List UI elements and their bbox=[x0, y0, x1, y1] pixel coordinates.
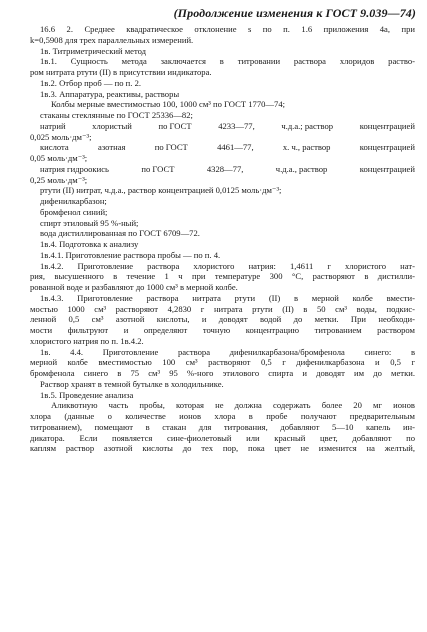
text-line: 1в.1. Сущность метода заключается в титровании раствора хлоридов раство- bbox=[40, 56, 415, 67]
text-line: ртути (II) нитрат, ч.д.а., раствор концентрацией 0,0125 моль·дм⁻³; bbox=[40, 185, 282, 196]
text-word: концентрацией bbox=[359, 142, 415, 153]
text-line: дифенилкарбазон; bbox=[40, 196, 107, 206]
text-line: 1в.4.2. Приготовление раствора хлористого натрия: 1,4611 г хлористого нат- bbox=[40, 260, 415, 271]
document-body bbox=[30, 24, 415, 454]
text-word: азотная bbox=[98, 142, 126, 153]
text-line: 1в. Титриметрический метод bbox=[40, 45, 147, 56]
text-line: титрованием), помещают в стакан для титрования, добавляют 5—10 капель ин- bbox=[30, 421, 415, 432]
text-word: концентрацией bbox=[359, 120, 415, 131]
text-word: натрия гидроокись bbox=[40, 163, 109, 174]
text-line bbox=[30, 142, 415, 153]
text-line: спирт этиловый 95 %-ный; bbox=[40, 217, 139, 228]
text-line: Колбы мерные вместимостью 100, 1000 см³ по ГОСТ 1770—74; bbox=[51, 99, 286, 110]
text-line: 0,05 моль·дм⁻³; bbox=[30, 153, 88, 163]
text-word: 4461—77, bbox=[217, 142, 254, 153]
text-line: k=0,5908 для трех параллельных измерений. bbox=[30, 34, 194, 45]
text-line: вода дистиллированная по ГОСТ 6709—72. bbox=[40, 228, 200, 239]
text-line: мостью 1000 см³ растворяют 4,2830 г нитрата ртути (II) в 50 см³ воды, подкис- bbox=[30, 303, 415, 314]
text-line: Аликвотную часть пробы, которая не должна содержать более 20 мг ионов bbox=[51, 400, 415, 411]
text-line: бромфенол синий; bbox=[40, 206, 108, 217]
text-line: ром нитрата ртути (II) в присутствии индикатора. bbox=[30, 67, 212, 77]
text-word: 4328—77, bbox=[206, 163, 244, 174]
text-line: 1в.4. Подготовка к анализу bbox=[40, 239, 139, 249]
text-line: Раствор хранят в темной бутылке в холодильнике. bbox=[40, 378, 224, 389]
text-line: 1в.2. Отбор проб — по п. 2. bbox=[40, 77, 142, 88]
text-line: мерной колбе вместимостью 100 см³ растворяют 0,5 г дифенилкарбазона и 0,5 г bbox=[30, 357, 415, 368]
page-header: (Продолжение изменения к ГОСТ 9.039—74) bbox=[173, 6, 416, 20]
text-line bbox=[30, 121, 415, 132]
text-word: ч.д.а., раствор bbox=[275, 163, 328, 174]
text-line: 0,025 моль·дм⁻³; bbox=[30, 131, 92, 142]
text-line: стаканы стеклянные по ГОСТ 25336—82; bbox=[40, 110, 193, 120]
text-line: 16.6 2. Среднее квадратическое отклонение s по п. 1.6 приложения 4а, при bbox=[40, 24, 415, 34]
text-word: х. ч., раствор bbox=[282, 142, 331, 153]
text-word: 4233—77, bbox=[218, 120, 255, 131]
text-line bbox=[30, 164, 415, 175]
text-line: ленной 0,5 см³ азотной кислоты, и доводят водой до метки. При необходи- bbox=[30, 314, 415, 325]
text-line: 0,25 моль·дм⁻³; bbox=[30, 174, 88, 185]
text-word: натрий bbox=[40, 120, 66, 131]
text-word: хлористый bbox=[92, 120, 132, 131]
text-line: 1в.3. Аппаратура, реактивы, растворы bbox=[40, 88, 180, 99]
text-line: рия, высушенного в течение 1 ч при температуре 300 °С, растворяют в дистилли- bbox=[30, 271, 415, 282]
text-word: по ГОСТ bbox=[141, 163, 175, 174]
text-line: 1в.4.1. Приготовление раствора пробы — по п. 4. bbox=[40, 249, 221, 260]
text-line: каплям раствор азотной кислоты до тех пор, пока цвет не изменится на желтый, bbox=[30, 443, 415, 454]
text-line: рованной воде и разбавляют до 1000 см³ в мерной колбе. bbox=[30, 282, 238, 292]
text-word: кислота bbox=[40, 142, 69, 153]
text-line: бромфенола синего в 75 см³ 95 %-ного этилового спирта и доводят им до метки. bbox=[30, 368, 415, 378]
text-line: хлористого натрия по п. 1в.4.2. bbox=[30, 335, 144, 346]
text-line: 1в.4.3. Приготовление раствора нитрата ртути (II) в мерной колбе вмести- bbox=[40, 292, 415, 303]
text-line: 1в.5. Проведение анализа bbox=[40, 389, 134, 400]
text-line: 1в. 4.4. Приготовление раствора дифенилкарбазона/бромфенола синего: в bbox=[40, 346, 415, 357]
text-word: концентрацией bbox=[359, 163, 415, 174]
text-word: ч.д.а.; раствор bbox=[281, 120, 334, 131]
text-line: дикатора. Если появляется сине-фиолетовый или красный цвет, добавляют по bbox=[30, 432, 415, 443]
text-word: по ГОСТ bbox=[154, 142, 188, 153]
text-line: мости фильтруют и определяют точную концентрацию титрованием раствором bbox=[30, 325, 415, 335]
text-word: по ГОСТ bbox=[158, 120, 192, 131]
text-line: хлора (данные о количестве ионов хлора в пробе получают предварительным bbox=[30, 411, 415, 421]
